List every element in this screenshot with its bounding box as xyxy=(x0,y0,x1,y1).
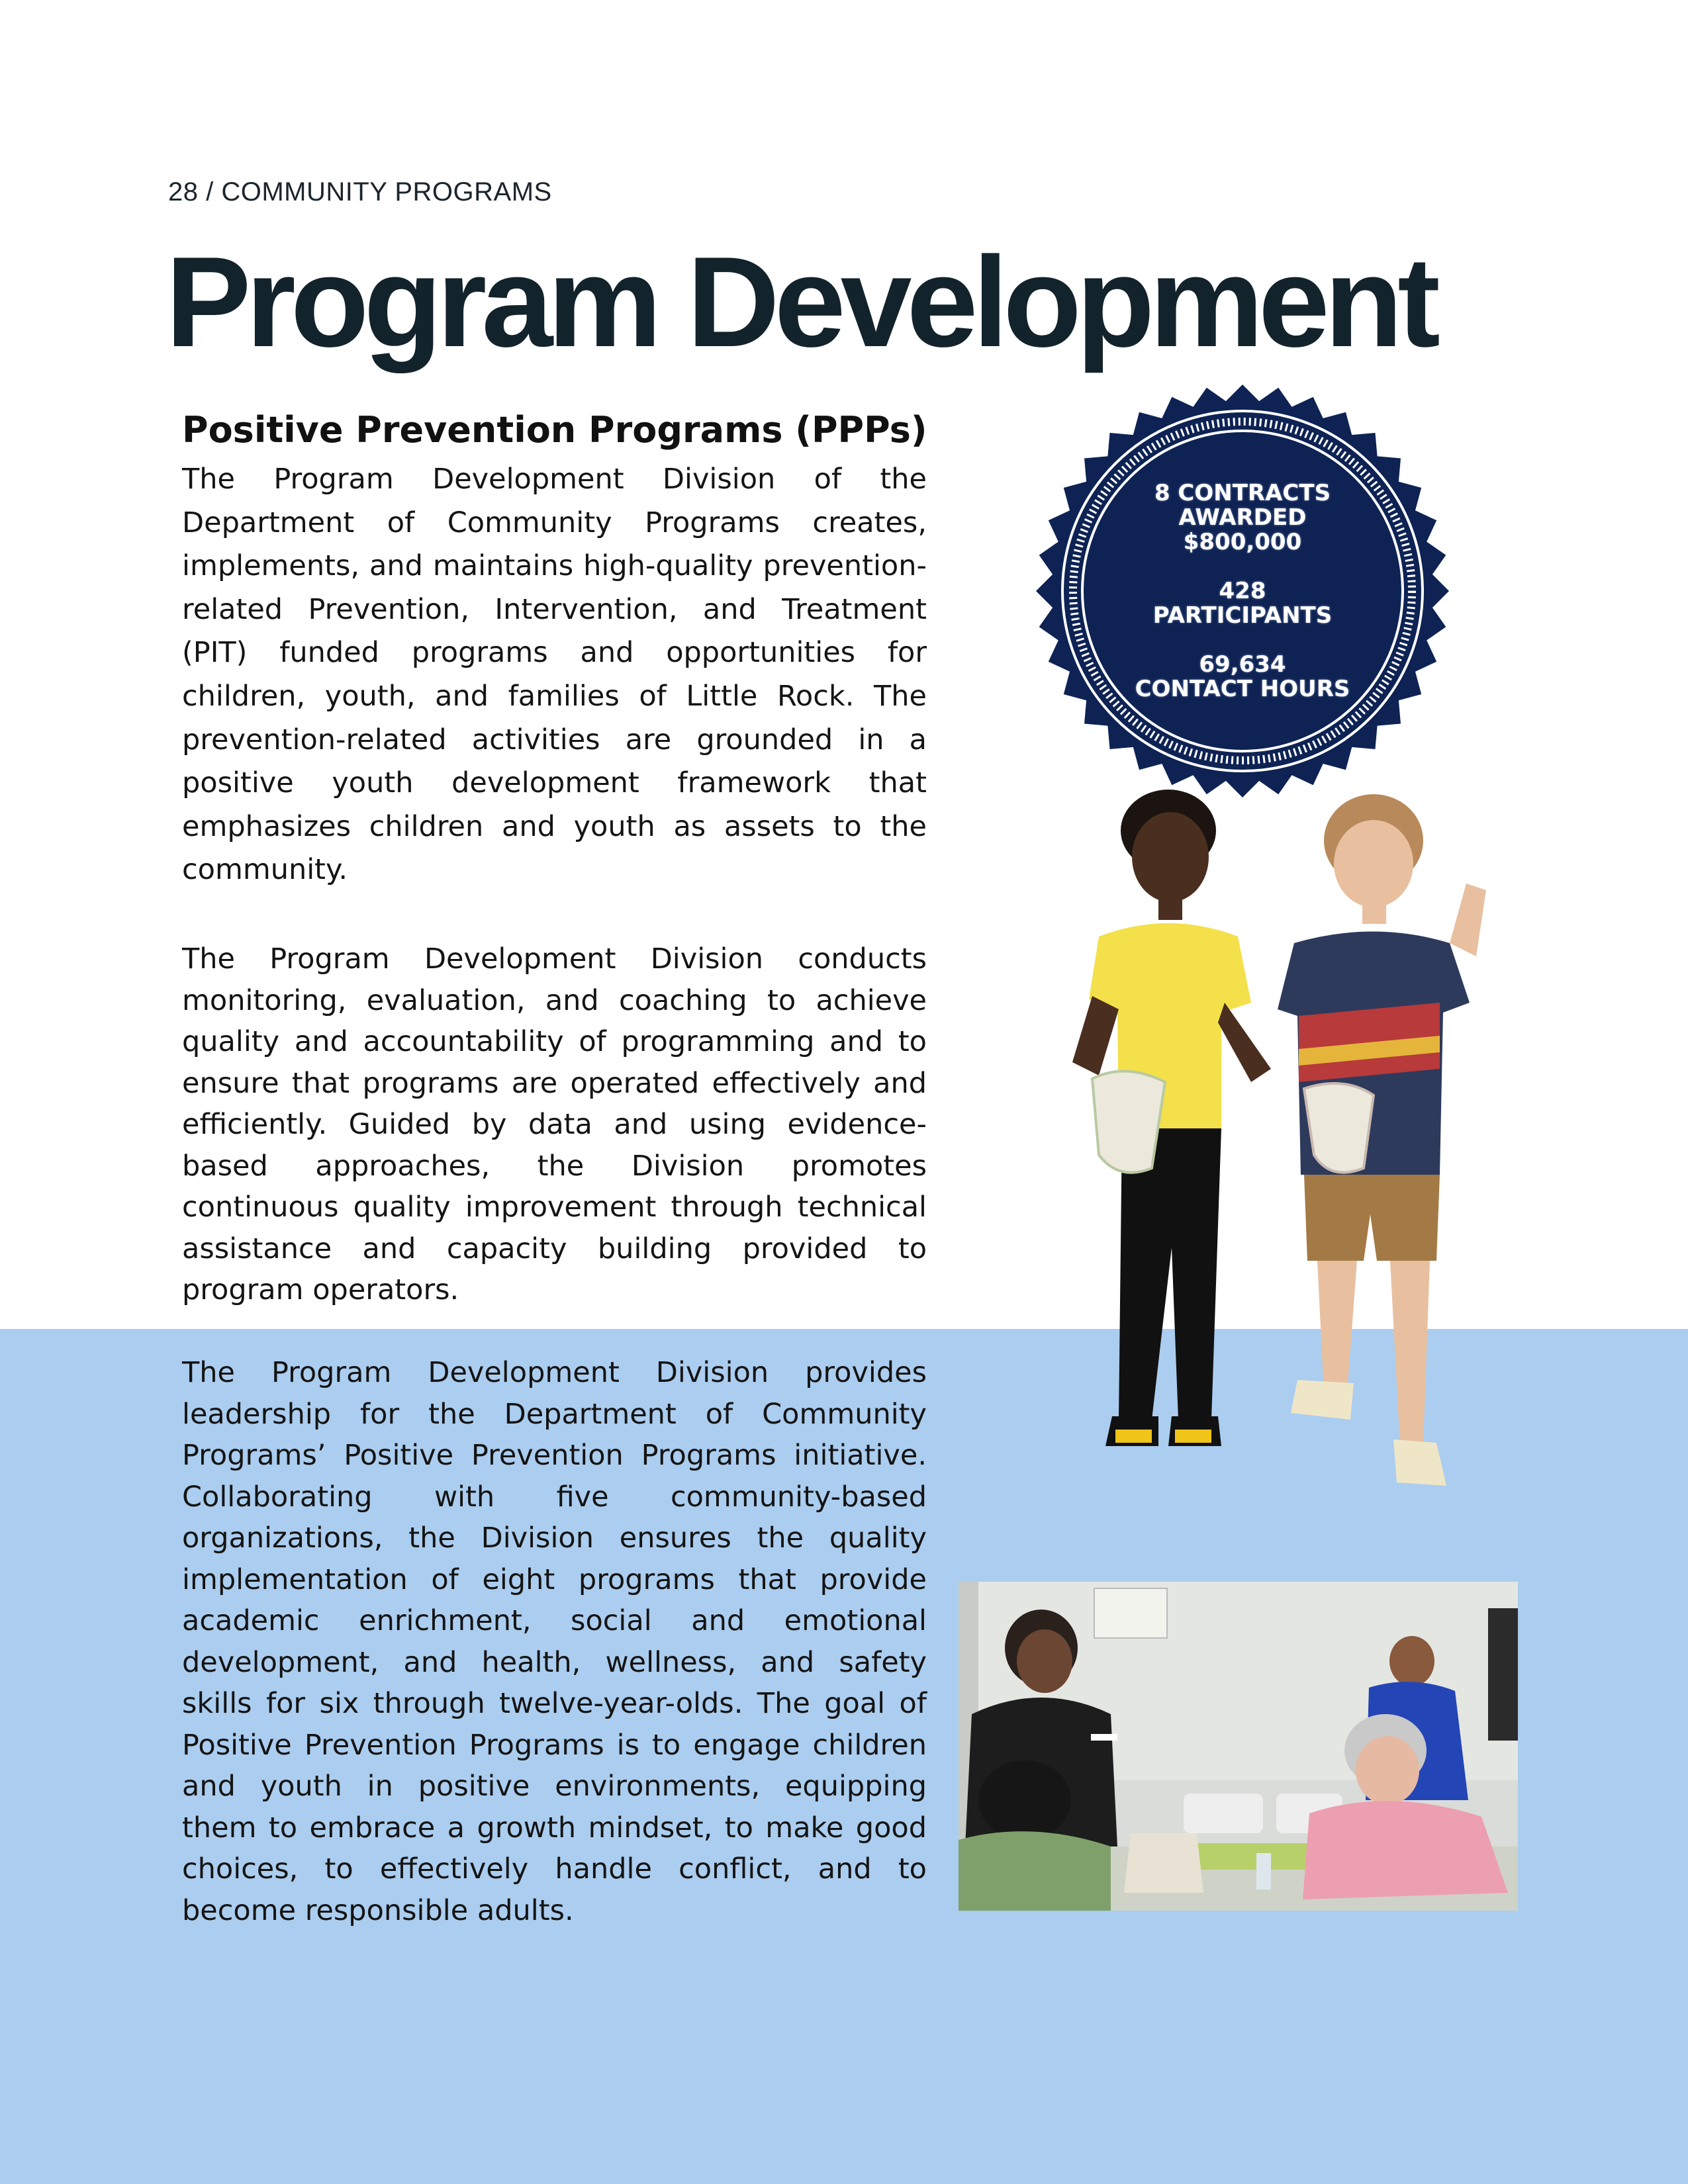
child-right xyxy=(1278,794,1486,1486)
body-paragraph-2: The Program Development Division conducts monitoring, evaluation, and coaching to achieve quality and accountability of programming and to ensure that programs are operated effectively and efficiently. Guided by data and using evidence-based approaches, the Division promotes continuous quality improvement through technical assistance and capacity building provided to program operators. xyxy=(182,942,927,1306)
stats-badge xyxy=(1034,383,1451,799)
badge-contracts: 8 CONTRACTS xyxy=(1154,479,1331,506)
child-left xyxy=(1072,790,1271,1446)
children-photo xyxy=(1053,784,1509,1545)
badge-stats-text xyxy=(1034,383,1451,799)
body-paragraph-3: The Program Development Division provides leadership for the Department of Community Programs’ Positive Prevention Programs initiative. Collaborating with five community-based organizations, the Division ensures the quality implementation of eight programs that provide academic enrichment, social and emotional development, and health, wellness, and safety skills for six through twelve-year-olds. The goal of Positive Prevention Programs is to engage children and youth in positive environments, equipping them to embrace a growth mindset, to make good choices, to effectively handle conflict, and to become responsible adults. xyxy=(182,1356,927,1927)
page-title: Program Development xyxy=(165,230,1435,374)
badge-contact-hours-count: 69,634 xyxy=(1199,651,1286,678)
badge-participants-count: 428 xyxy=(1219,577,1266,604)
running-head: 28 / COMMUNITY PROGRAMS xyxy=(168,177,552,206)
badge-participants-label: PARTICIPANTS xyxy=(1152,602,1333,629)
badge-amount: $800,000 xyxy=(1183,528,1302,555)
section-title: Positive Prevention Programs (PPPs) xyxy=(182,409,927,451)
badge-contact-hours-label: CONTACT HOURS xyxy=(1135,675,1350,702)
badge-awarded: AWARDED xyxy=(1178,504,1307,531)
body-paragraph-1: The Program Development Division of the Department of Community Programs creates, implements, and maintains high-quality prevention-related Prevention, Intervention, and Treatment (PIT) funded programs and opportunities for children, youth, and families of Little Rock. The prevention-related activities are grounded in a positive youth development framework that emphasizes children and youth as assets to the community. xyxy=(182,463,927,887)
group-activity-photo xyxy=(959,1582,1518,1911)
